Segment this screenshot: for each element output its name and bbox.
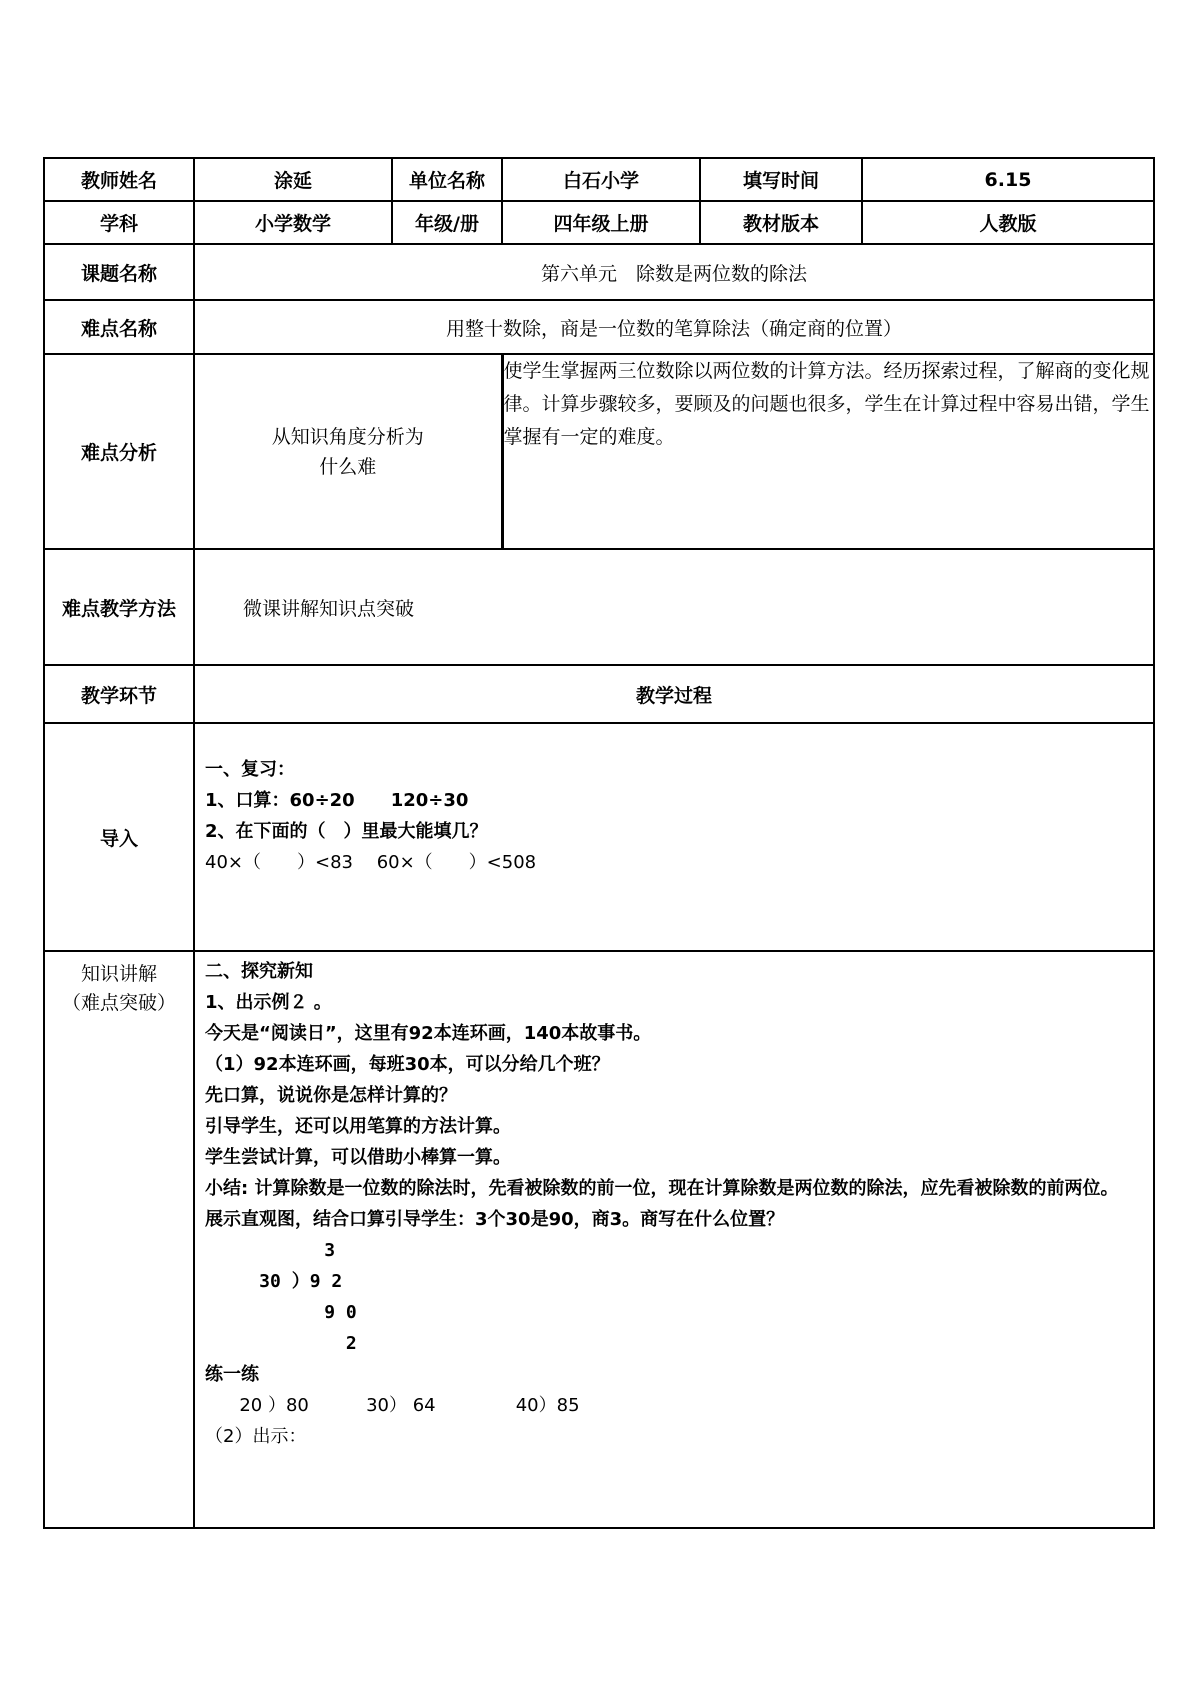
knowledge-content <box>194 951 1154 1528</box>
division-line: 3 <box>205 1240 336 1261</box>
knowledge-label-line1: 知识讲解 <box>80 963 157 985</box>
knowledge-line: 1、出示例２ 。 <box>205 992 332 1013</box>
analysis-angle-text: 从知识角度分析为什么难 <box>271 425 424 478</box>
intro-line: 2、在下面的（ ）里最大能填几？ <box>205 821 488 842</box>
knowledge-row <box>44 951 1154 1528</box>
edition-label: 教材版本 <box>700 201 862 244</box>
next-line: （2）出示： <box>205 1426 307 1447</box>
date-value: 6.15 <box>862 158 1154 201</box>
unit-value: 白石小学 <box>502 158 700 201</box>
division-line: 9 0 <box>205 1302 357 1323</box>
analysis-text: 使学生掌握两三位数除以两位数的计算方法。经历探索过程，了解商的变化规律。计算步骤较多，要顾及的问题也很多，学生在计算过程中容易出错，学生掌握有一定的难度。 <box>502 354 1154 549</box>
knowledge-line: （1）92本连环画，每班30本，可以分给几个班？ <box>205 1054 610 1075</box>
header-row-1 <box>44 158 1154 201</box>
analysis-row <box>44 354 1154 549</box>
knowledge-line: 二、探究新知 <box>205 961 313 982</box>
knowledge-line: 学生尝试计算，可以借助小棒算一算。 <box>205 1147 511 1168</box>
subject-label: 学科 <box>44 201 194 244</box>
knowledge-label <box>44 951 194 1528</box>
difficulty-label: 难点名称 <box>44 300 194 354</box>
process-header-row <box>44 665 1154 723</box>
division-line: 2 <box>205 1333 357 1354</box>
practice-title: 练一练 <box>205 1364 259 1385</box>
knowledge-line: 今天是“阅读日”，这里有92本连环画，140本故事书。 <box>205 1023 652 1044</box>
topic-row <box>44 244 1154 300</box>
knowledge-label-line2: （难点突破） <box>61 992 176 1014</box>
intro-row <box>44 723 1154 951</box>
grade-value: 四年级上册 <box>502 201 700 244</box>
practice-line: 20 ）80 30） 64 40）85 <box>205 1395 580 1416</box>
knowledge-summary: 小结: 计算除数是一位数的除法时，先看被除数的前一位，现在计算除数是两位数的除法，应先看被除数的前两位。 <box>205 1178 1119 1199</box>
header-row-2 <box>44 201 1154 244</box>
teacher-label: 教师姓名 <box>44 158 194 201</box>
knowledge-show: 展示直观图，结合口算引导学生：3个30是90，商3。商写在什么位置？ <box>205 1209 785 1230</box>
intro-line: 40×（ ）<83 60×（ ）<508 <box>205 852 537 873</box>
edition-value: 人教版 <box>862 201 1154 244</box>
subject-value: 小学数学 <box>194 201 392 244</box>
intro-line: 一、复习： <box>205 759 295 780</box>
division-line: 30 ）9 2 <box>205 1271 343 1292</box>
process-value: 教学过程 <box>194 665 1154 723</box>
lesson-plan-table <box>43 157 1155 1529</box>
difficulty-row <box>44 300 1154 354</box>
analysis-angle <box>194 354 502 549</box>
lesson-plan-form <box>43 157 1153 1529</box>
difficulty-value: 用整十数除，商是一位数的笔算除法（确定商的位置） <box>194 300 1154 354</box>
intro-line: 1、口算：60÷20 120÷30 <box>205 790 469 811</box>
knowledge-line: 引导学生，还可以用笔算的方法计算。 <box>205 1116 511 1137</box>
process-label: 教学环节 <box>44 665 194 723</box>
knowledge-line: 先口算，说说你是怎样计算的？ <box>205 1085 457 1106</box>
method-row <box>44 549 1154 665</box>
teacher-value: 涂延 <box>194 158 392 201</box>
topic-value: 第六单元 除数是两位数的除法 <box>194 244 1154 300</box>
grade-label: 年级/册 <box>392 201 502 244</box>
unit-label: 单位名称 <box>392 158 502 201</box>
intro-content <box>194 723 1154 951</box>
method-label: 难点教学方法 <box>44 549 194 665</box>
date-label: 填写时间 <box>700 158 862 201</box>
intro-label: 导入 <box>44 723 194 951</box>
method-value: 微课讲解知识点突破 <box>194 549 1154 665</box>
topic-label: 课题名称 <box>44 244 194 300</box>
analysis-label: 难点分析 <box>44 354 194 549</box>
